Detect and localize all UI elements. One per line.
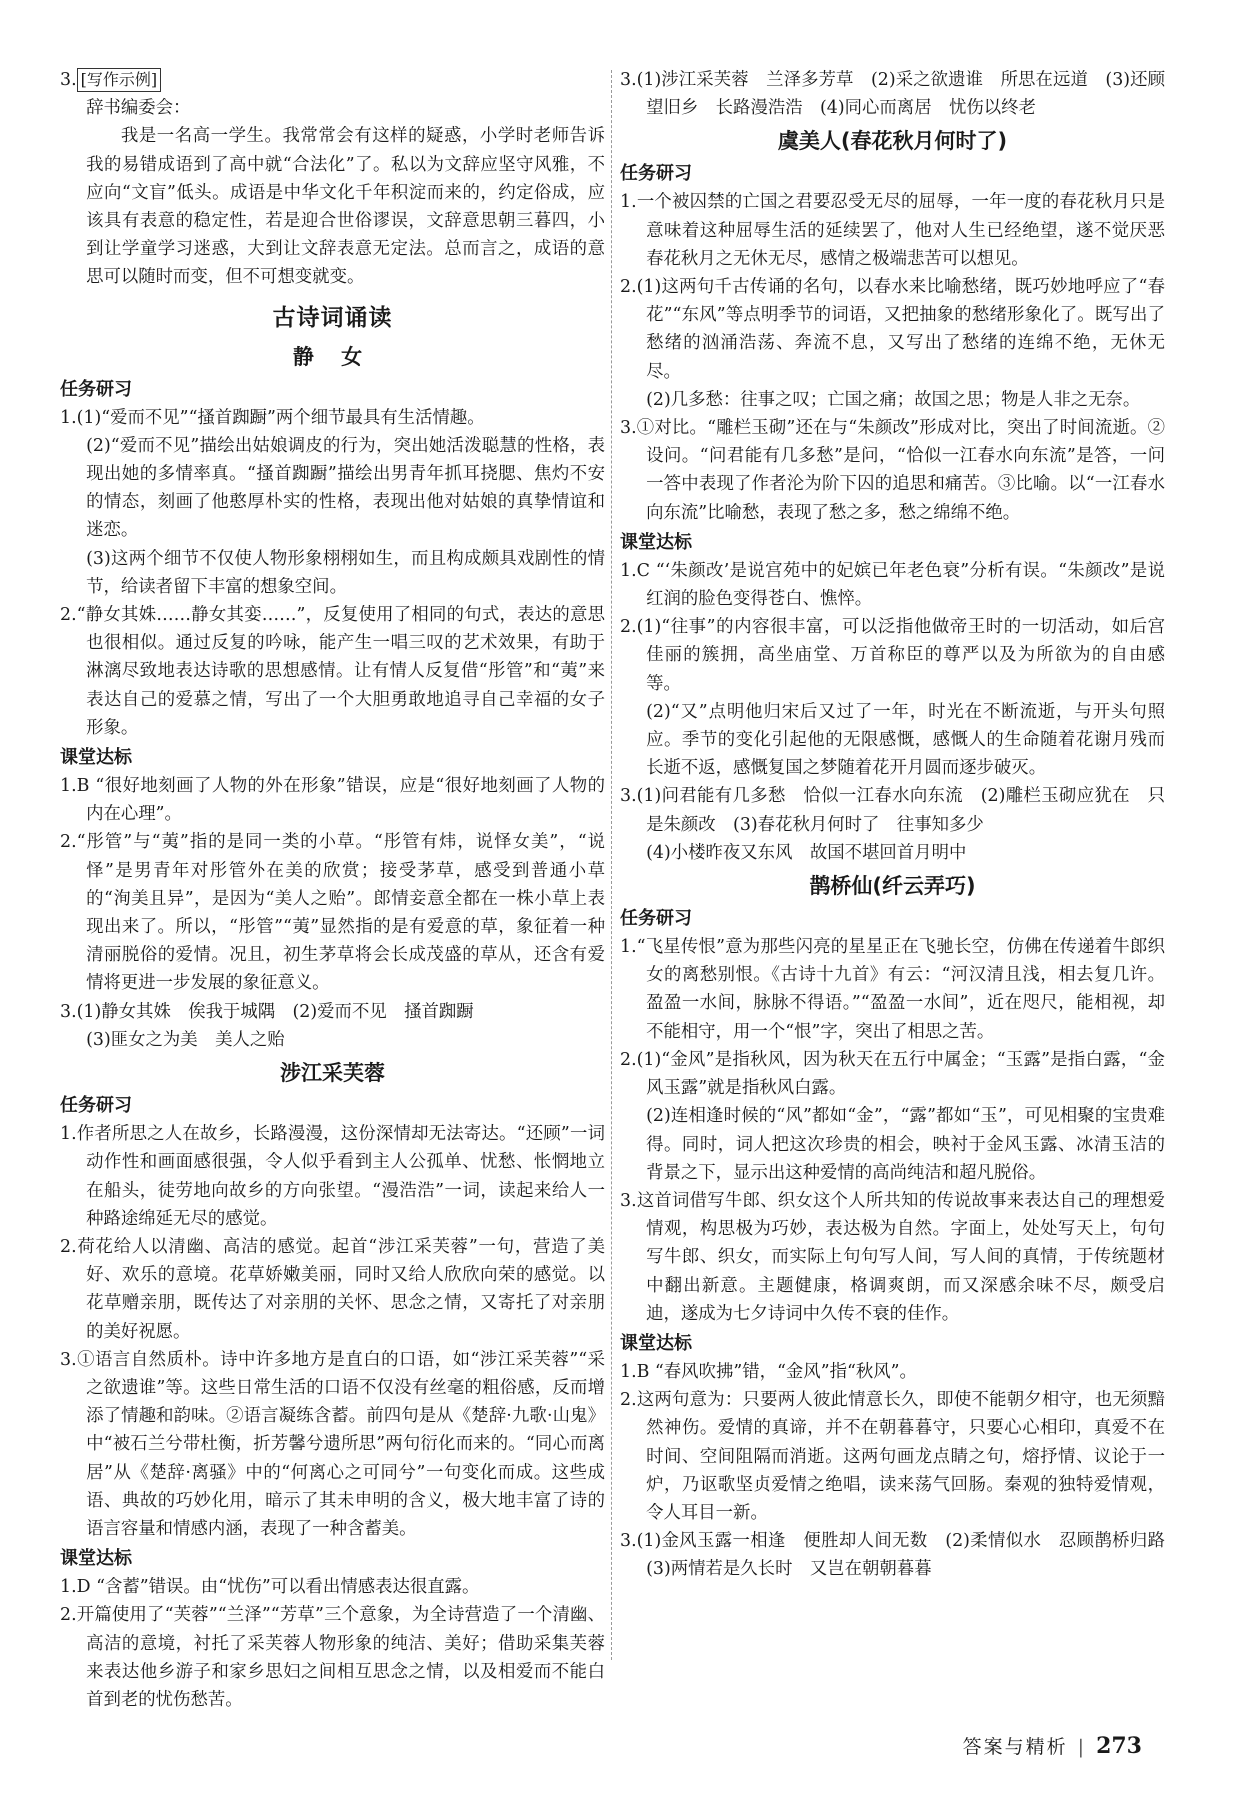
poem-title-queqiaoxian: 鹊桥仙(纤云弄巧) — [809, 874, 976, 899]
class-target-label: 课堂达标 — [60, 747, 132, 769]
answer-item: 3.①对比。“雕栏玉砌”还在与“朱颜改”形成对比，突出了时间流逝。②设问。“问君能有几多愁”是问，“恰似一江春水向东流”是答，一问一答中表现了作者沦为阶下囚的追思和痛苦。③比喻。以“一江春水向东流”比喻愁，表现了愁之多，愁之绵绵不绝。 — [620, 418, 1165, 523]
answer-item: (2)几多愁：往事之叹；亡国之痛；故国之思；物是人非之无奈。 — [646, 389, 1141, 410]
answer-item: 2.“彤管”与“荑”指的是同一类的小草。“彤管有炜，说怿女美”，“说怿”是男青年对彤管外在美的欣赏；接受茅草，感受到普通小草的“洵美且异”，是因为“美人之贻”。郎情妾意全都在一株小草上表现出来了。所以，“彤管”“荑”显然指的是有爱意的草，象征着一种清丽脱俗的爱情。况且，初生茅草将会长成茂盛的草从，还含有爱情将更进一步发展的象征意义。 — [60, 832, 605, 994]
left-column — [60, 66, 605, 1714]
column-divider — [611, 70, 612, 1660]
answer-item: (3)这两个细节不仅使人物形象栩栩如生，而且构成颇具戏剧性的情节，给读者留下丰富的想象空间。 — [86, 548, 605, 597]
answer-item: 3.(1)静女其姝 俟我于城隅 (2)爱而不见 搔首踟蹰 — [60, 1001, 474, 1022]
answer-item: 1.(1)“爱而不见”“搔首踟蹰”两个细节最具有生活情趣。 — [60, 407, 485, 428]
answer-item: 2.(1)“金风”是指秋风，因为秋天在五行中属金；“玉露”是指白露，“金风玉露”就是指秋风白露。 — [620, 1049, 1165, 1099]
answer-item: 3.(1)涉江采芙蓉 兰泽多芳草 (2)采之欲遗谁 所思在远道 (3)还顾望旧乡 长路漫浩浩 (4)同心而离居 忧伤以终老 — [620, 70, 1165, 119]
answer-item: 1.一个被囚禁的亡国之君要忍受无尽的屈辱，一年一度的春花秋月只是意味着这种屈辱生活的延续罢了，他对人生已经绝望，遂不觉厌恶春花秋月之无休无尽，感情之极端悲苦可以想见。 — [620, 192, 1165, 269]
answer-item: 1.B “很好地刻画了人物的外在形象”错误，应是“很好地刻画了人物的内在心理”。 — [60, 776, 605, 825]
class-target-label: 课堂达标 — [620, 1332, 692, 1354]
letter-body: 我是一名高一学生。我常常会有这样的疑惑，小学时老师告诉我的易错成语到了高中就“合法化”了。私以为文辞应坚守风雅，不应向“文盲”低头。成语是中华文化千年积淀而来的，约定俗成，应该具有表意的稳定性，若是迎合世俗谬误，文辞意思朝三暮四，小到让学童学习迷惑，大到让文辞表意无定法。总而言之，成语的意思可以随时而变，但不可想变就变。 — [86, 126, 605, 288]
answer-item: (2)“爱而不见”描绘出姑娘调皮的行为，突出她活泼聪慧的性格，表现出她的多情率真。“搔首踟蹰”描绘出男青年抓耳挠腮、焦灼不安的情态，刻画了他憨厚朴实的性格，表现出他对姑娘的真挚情谊和迷恋。 — [86, 435, 605, 541]
footer-divider: | — [1077, 1736, 1087, 1758]
answer-item: (4)小楼昨夜又东风 故国不堪回首月明中 — [646, 842, 967, 863]
page-number: 273 — [1096, 1733, 1142, 1759]
answer-item: 2.(1)“往事”的内容很丰富，可以泛指他做帝王时的一切活动，如后宫佳丽的簇拥，高坐庙堂、万首称臣的尊严以及为所欲为的自由感等。 — [620, 617, 1165, 694]
poem-title-shejiang: 涉江采芙蓉 — [280, 1061, 385, 1086]
answer-item: 3.这首词借写牛郎、织女这个人所共知的传说故事来表达自己的理想爱情观，构思极为巧妙，表达极为自然。字面上，处处写天上，句句写牛郎、织女，而实际上句句写人间，写人间的真情，于传统题材中翻出新意。主题健康，格调爽朗，而又深感余味不尽，颇受启迪，遂成为七夕诗词中久传不衰的佳作。 — [620, 1190, 1165, 1324]
answer-item: 1.C “‘朱颜改’是说宫苑中的妃嫔已年老色衰”分析有误。“朱颜改”是说红润的脸色变得苍白、憔悴。 — [620, 560, 1165, 610]
answer-item: 2.这两句意为：只要两人彼此情意长久，即使不能朝夕相守，也无须黯然神伤。爱情的真谛，并不在朝暮暮守，只要心心相印，真爱不在时间、空间阻隔而消逝。这两句画龙点睛之句，熔抒情、议论于一炉，乃讴歌坚贞爱情之绝唱，读来荡气回肠。秦观的独特爱情观，令人耳目一新。 — [620, 1390, 1165, 1523]
class-target-label: 课堂达标 — [620, 531, 692, 553]
right-column — [620, 66, 1183, 1584]
answer-item: (2)连相逢时候的“风”都如“金”，“露”都如“玉”，可见相聚的宝贵难得。同时，词人把这次珍贵的相会，映衬于金风玉露、冰清玉洁的背景之下，显示出这种爱情的高尚纯洁和超凡脱俗。 — [646, 1106, 1165, 1183]
poem-title-yumeiren: 虞美人(春花秋月何时了) — [777, 129, 1008, 154]
task-study-label: 任务研习 — [620, 908, 692, 930]
answer-item: 1.“飞星传恨”意为那些闪亮的星星正在飞驰长空，仿佛在传递着牛郎织女的离愁别恨。《古诗十九首》有云：“河汉清且浅，相去复几许。盈盈一水间，脉脉不得语。”“盈盈一水间”，近在咫尺，能相视，却不能相守，用一个“恨”字，突出了相思之苦。 — [620, 937, 1165, 1042]
writing-example-tag: [写作示例] — [77, 68, 162, 92]
section-main-title: 古诗词诵读 — [272, 304, 393, 331]
answer-item: 2.(1)这两句千古传诵的名句，以春水来比喻愁绪，既巧妙地呼应了“春花”“东风”等点明季节的词语，又把抽象的愁绪形象化了。既写出了愁绪的汹涌浩荡、奔流不息，又写出了愁绪的连绵不绝，无休无尽。 — [620, 277, 1165, 382]
answer-item: 2.开篇使用了“芙蓉”“兰泽”“芳草”三个意象，为全诗营造了一个清幽、高洁的意境，衬托了采芙蓉人物形象的纯洁、美好；借助采集芙蓉来表达他乡游子和家乡思妇之间相互思念之情，以及相爱而不能白首到老的忧伤愁苦。 — [60, 1605, 605, 1710]
answer-item: 1.D “含蓄”错误。由“忧伤”可以看出情感表达很直露。 — [60, 1577, 480, 1598]
answer-item: 2.“静女其姝……静女其娈……”，反复使用了相同的句式，表达的意思也很相似。通过反复的吟咏，能产生一唱三叹的艺术效果，有助于淋漓尽致地表达诗歌的思想感情。让有情人反复借“彤管”和“荑”来表达自己的爱慕之情，写出了一个大胆勇敢地追寻自己幸福的女子形象。 — [60, 605, 605, 738]
answer-item: 1.作者所思之人在故乡，长路漫漫，这份深情却无法寄达。“还顾”一词动作性和画面感很强，令人似乎看到主人公孤单、忧愁、怅惘地立在船头，徒劳地向故乡的方向张望。“漫浩浩”一词，读起来给人一种路途绵延无尽的感觉。 — [60, 1124, 605, 1229]
page-footer — [963, 1732, 1142, 1759]
letter-salutation: 辞书编委会： — [86, 98, 191, 119]
task-study-label: 任务研习 — [620, 163, 692, 185]
answer-item: 3.(1)问君能有几多愁 恰似一江春水向东流 (2)雕栏玉砌应犹在 只是朱颜改 (3)春花秋月何时了 往事知多少 — [620, 786, 1165, 835]
answer-item: 2.荷花给人以清幽、高洁的感觉。起首“涉江采芙蓉”一句，营造了美好、欢乐的意境。花草娇嫩美丽，同时又给人欣欣向荣的感觉。以花草赠亲朋，既传达了对亲朋的关怀、思念之情，又寄托了对亲朋的美好祝愿。 — [60, 1236, 605, 1342]
writing-example-header: 3. [写作示例] — [60, 66, 605, 94]
answer-item: (2)“又”点明他归宋后又过了一年，时光在不断流逝，与开头句照应。季节的变化引起他的无限感慨，感慨人的生命随着花谢月残而长逝不返，感慨复国之梦随着花开月圆而逐步破灭。 — [646, 701, 1165, 779]
footer-label: 答案与精析 — [962, 1736, 1068, 1758]
class-target-label: 课堂达标 — [60, 1548, 132, 1570]
answer-item: 3.①语言自然质朴。诗中许多地方是直白的口语，如“涉江采芙蓉”“采之欲遗谁”等。这些日常生活的口语不仅没有丝毫的粗俗感，反而增添了情趣和韵味。②语言凝练含蓄。前四句是从《楚辞·九歌·山鬼》中“被石兰兮带杜衡，折芳馨兮遗所思”两句衍化而来的。“同心而离居”从《楚辞·离骚》中的“何离心之可同兮”一句变化而成。这些成语、典故的巧妙化用，暗示了其未申明的含义，极大地丰富了诗的语言容量和情感内涵，表现了一种含蓄美。 — [60, 1349, 605, 1539]
task-study-label: 任务研习 — [60, 378, 132, 400]
answer-item: (3)匪女之为美 美人之贻 — [86, 1029, 285, 1050]
poem-title-jingnv: 静 女 — [292, 344, 373, 369]
task-study-label: 任务研习 — [60, 1095, 132, 1117]
answer-item: 1.B “春风吹拂”错，“金风”指“秋风”。 — [620, 1361, 917, 1382]
answer-item: 3.(1)金风玉露一相逢 便胜却人间无数 (2)柔情似水 忍顾鹊桥归路 (3)两情若是久长时 又岂在朝朝暮暮 — [620, 1531, 1183, 1580]
